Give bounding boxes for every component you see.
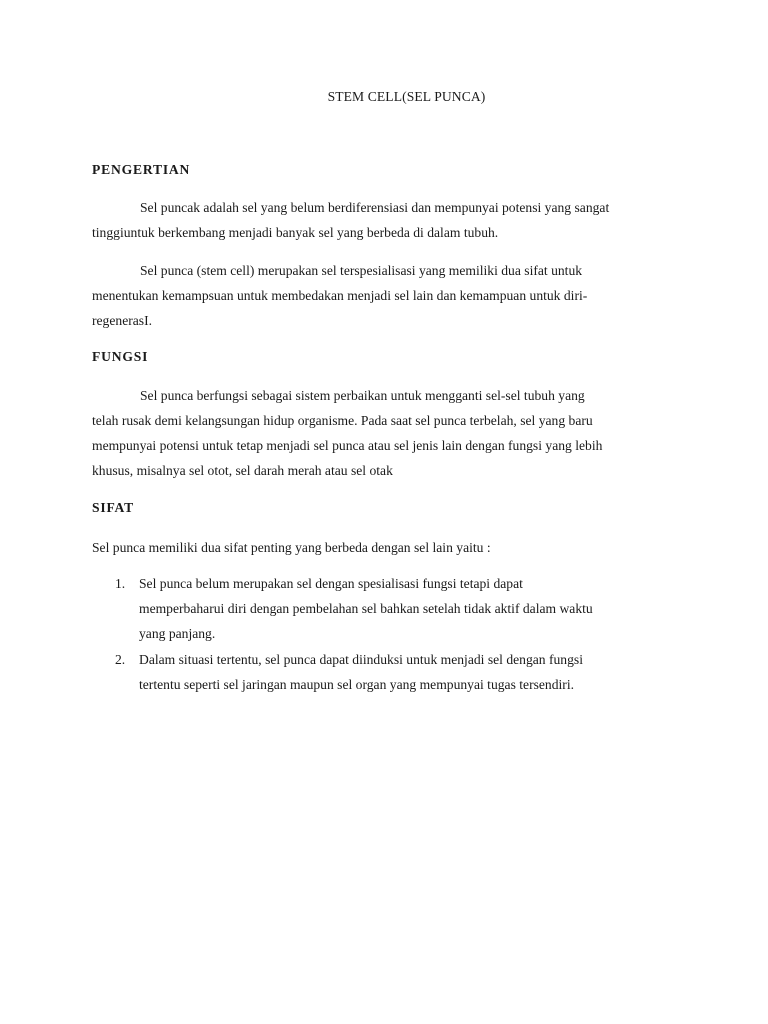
paragraph-line: telah rusak demi kelangsungan hidup organisme. Pada saat sel punca terbelah, sel yang baru (92, 413, 593, 428)
list-item (92, 571, 682, 646)
paragraph-line: Sel puncak adalah sel yang belum berdiferensiasi dan mempunyai potensi yang sangat (140, 200, 610, 215)
paragraph-line: menentukan kemampsuan untuk membedakan menjadi sel lain dan kemampuan untuk diri- (92, 288, 588, 303)
paragraph-line: regenerasI. (92, 313, 152, 328)
sifat-numbered-list (92, 571, 682, 698)
paragraph-pengertian-1 (92, 195, 682, 245)
list-item-number: 2. (115, 652, 126, 667)
section-heading-fungsi: FUNGSI (92, 349, 149, 364)
list-item-line: tertentu seperti sel jaringan maupun sel organ yang mempunyai tugas tersendiri. (139, 677, 575, 692)
section-heading-sifat: SIFAT (92, 500, 135, 515)
paragraph-fungsi-1 (92, 383, 682, 483)
paragraph-line: Sel punca memiliki dua sifat penting yang berbeda dengan sel lain yaitu : (92, 540, 491, 555)
document-title: STEM CELL(SEL PUNCA) (327, 89, 486, 104)
section-heading-pengertian: PENGERTIAN (92, 162, 191, 177)
paragraph-line: Sel punca berfungsi sebagai sistem perbaikan untuk mengganti sel-sel tubuh yang (140, 388, 585, 403)
paragraph-sifat-intro (92, 535, 682, 560)
list-item-line: memperbaharui diri dengan pembelahan sel bahkan setelah tidak aktif dalam waktu (139, 601, 593, 616)
list-item-line: yang panjang. (139, 626, 216, 641)
paragraph-line: mempunyai potensi untuk tetap menjadi sel punca atau sel jenis lain dengan fungsi yang lebih (92, 438, 603, 453)
list-item (92, 647, 682, 697)
paragraph-line: khusus, misalnya sel otot, sel darah merah atau sel otak (92, 463, 393, 478)
list-item-line: Sel punca belum merupakan sel dengan spesialisasi fungsi tetapi dapat (139, 576, 523, 591)
list-item-line: Dalam situasi tertentu, sel punca dapat diinduksi untuk menjadi sel dengan fungsi (139, 652, 583, 667)
list-item-number: 1. (115, 576, 126, 591)
paragraph-line: tinggiuntuk berkembang menjadi banyak sel yang berbeda di dalam tubuh. (92, 225, 499, 240)
paragraph-pengertian-2 (92, 258, 682, 333)
paragraph-line: Sel punca (stem cell) merupakan sel terspesialisasi yang memiliki dua sifat untuk (140, 263, 583, 278)
